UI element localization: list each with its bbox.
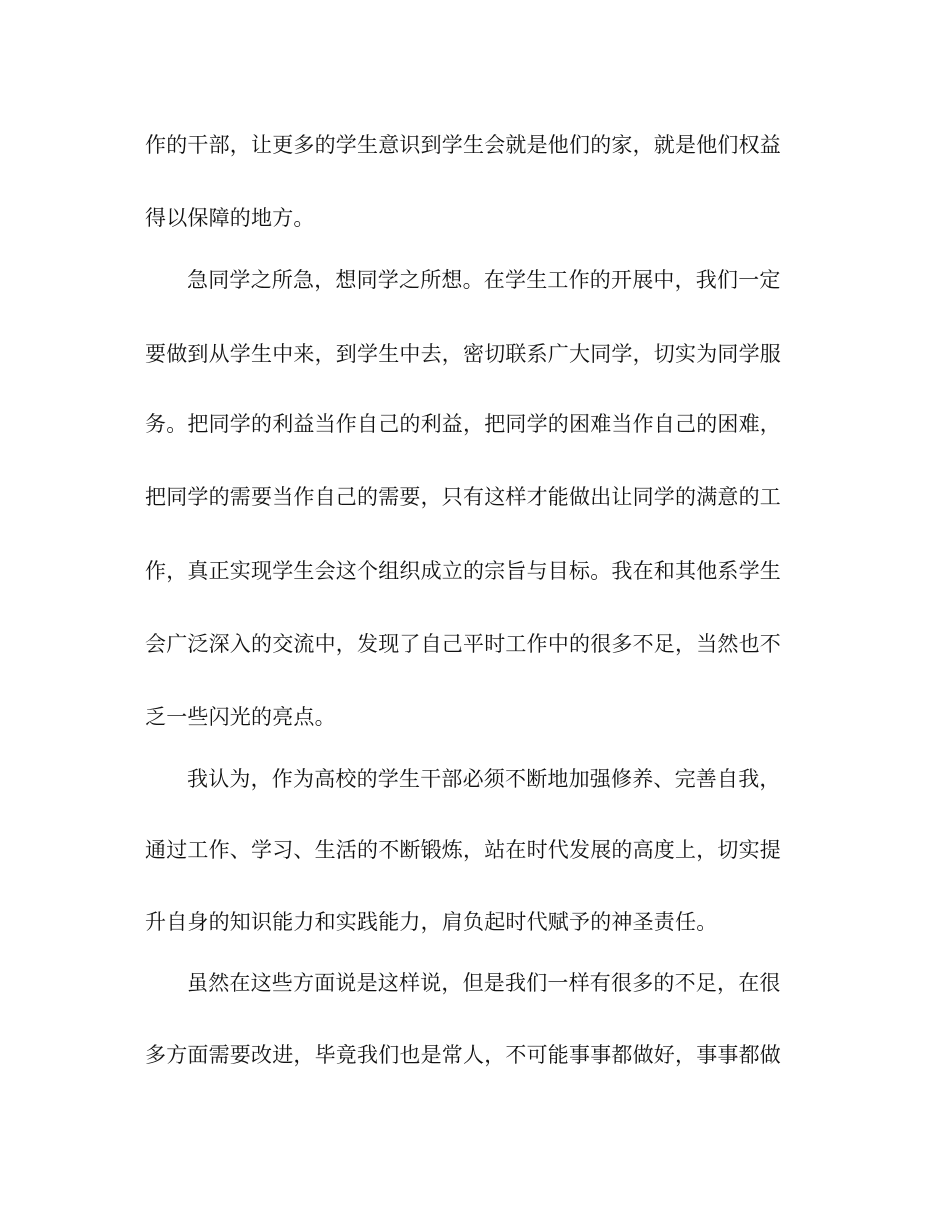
text-line: 通过工作、学习、生活的不断锻炼，站在时代发展的高度上，切实提	[145, 838, 781, 862]
paragraph-first-line: 我认为，作为高校的学生干部必须不断地加强修养、完善自我，	[187, 767, 781, 791]
text-line: 乏一些闪光的亮点。	[145, 705, 336, 729]
text-line: 升自身的知识能力和实践能力，肩负起时代赋予的神圣责任。	[145, 910, 718, 934]
text-line: 多方面需要改进，毕竟我们也是常人，不可能事事都做好，事事都做	[145, 1043, 781, 1067]
text-line: 务。把同学的利益当作自己的利益，把同学的困难当作自己的困难，	[145, 412, 781, 436]
paragraph-first-line: 急同学之所急，想同学之所想。在学生工作的开展中，我们一定	[187, 268, 781, 292]
text-line: 得以保障的地方。	[145, 206, 315, 230]
text-line: 会广泛深入的交流中，发现了自己平时工作中的很多不足，当然也不	[145, 632, 781, 656]
text-line: 把同学的需要当作自己的需要，只有这样才能做出让同学的满意的工	[145, 485, 781, 509]
text-line: 要做到从学生中来，到学生中去，密切联系广大同学，切实为同学服	[145, 342, 781, 366]
paragraph-first-line: 虽然在这些方面说是这样说，但是我们一样有很多的不足，在很	[187, 971, 781, 995]
text-line: 作的干部，让更多的学生意识到学生会就是他们的家，就是他们权益	[145, 133, 781, 157]
text-line: 作，真正实现学生会这个组织成立的宗旨与目标。我在和其他系学生	[145, 559, 781, 583]
